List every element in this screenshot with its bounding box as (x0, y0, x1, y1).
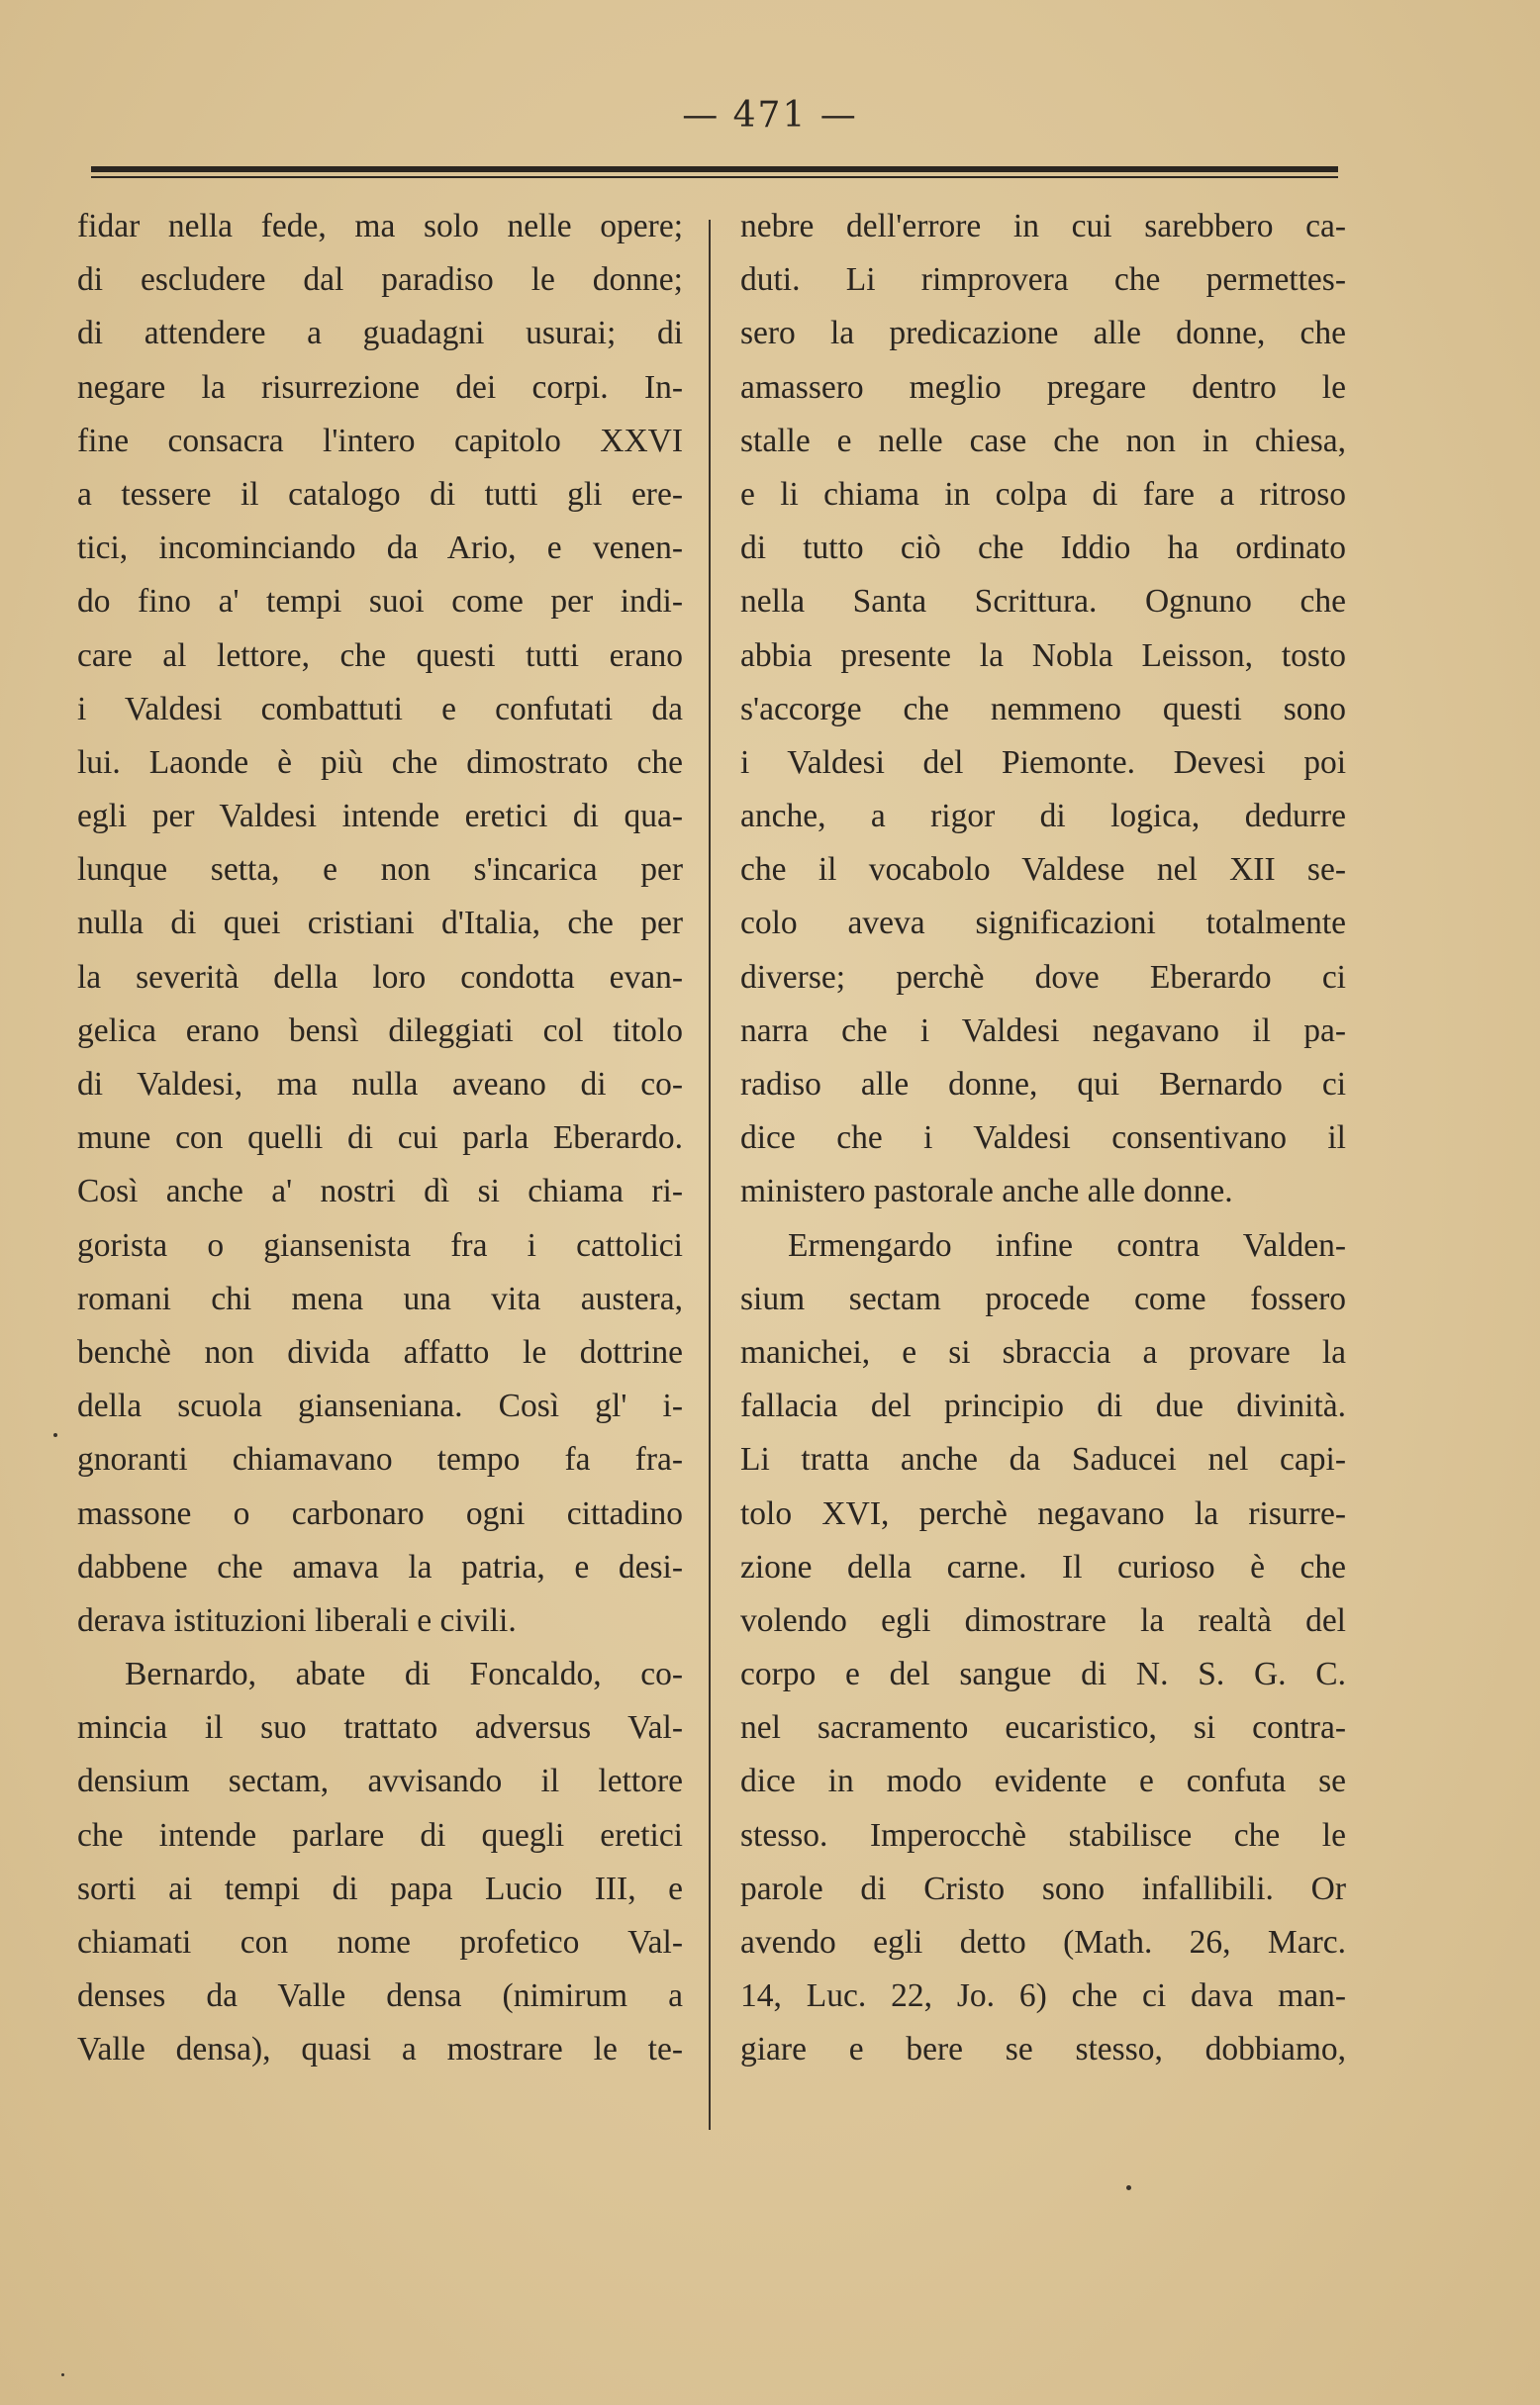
text-line: di Valdesi, ma nulla aveano di co- (77, 1066, 683, 1103)
text-line: tici, incominciando da Ario, e venen- (77, 529, 683, 567)
text-line: i Valdesi del Piemonte. Devesi poi (740, 743, 1346, 781)
text-line: gnoranti chiamavano tempo fa fra- (77, 1441, 683, 1479)
text-line: do fino a' tempi suoi come per indi- (77, 583, 683, 621)
text-line: duti. Li rimprovera che permettes- (740, 261, 1346, 299)
text-line: la severità della loro condotta evan- (77, 958, 683, 996)
page-number: — 471 — (682, 95, 858, 136)
text-line: negare la risurrezione dei corpi. In- (77, 368, 683, 406)
text-line: nel sacramento eucaristico, si contra- (740, 1709, 1346, 1747)
text-line: amassero meglio pregare dentro le (740, 368, 1346, 406)
text-line: dabbene che amava la patria, e desi- (77, 1548, 683, 1586)
text-line: egli per Valdesi intende eretici di qua- (77, 798, 683, 835)
text-line: care al lettore, che questi tutti erano (77, 636, 683, 674)
header-rule-thick (91, 166, 1338, 172)
text-line: Valle densa), quasi a mostrare le te- (77, 2031, 683, 2068)
text-line: che il vocabolo Valdese nel XII se- (740, 851, 1346, 889)
text-line: nebre dell'errore in cui sarebbero ca- (740, 208, 1346, 244)
column-divider (709, 220, 711, 2130)
text-line: narra che i Valdesi negavano il pa- (740, 1011, 1346, 1049)
text-line: di tutto ciò che Iddio ha ordinato (740, 529, 1346, 567)
text-line: parole di Cristo sono infallibili. Or (740, 1870, 1346, 1907)
text-line: ministero pastorale anche alle donne. (740, 1173, 1233, 1210)
text-line: di escludere dal paradiso le donne; (77, 261, 683, 299)
text-line: dice in modo evidente e confuta se (740, 1763, 1346, 1800)
text-line: dice che i Valdesi consentivano il (740, 1119, 1346, 1157)
text-line: volendo egli dimostrare la realtà del (740, 1601, 1346, 1639)
text-line: massone o carbonaro ogni cittadino (77, 1494, 683, 1532)
text-line: anche, a rigor di logica, dedurre (740, 798, 1346, 835)
text-line: gorista o giansenista fra i cattolici (77, 1226, 683, 1264)
text-line: Bernardo, abate di Foncaldo, co- (125, 1656, 683, 1693)
text-line: Così anche a' nostri dì si chiama ri- (77, 1173, 683, 1210)
text-line: derava istituzioni liberali e civili. (77, 1601, 517, 1639)
text-line: e li chiama in colpa di fare a ritroso (740, 475, 1346, 513)
paper-speck (61, 2373, 64, 2376)
text-line: romani chi mena una vita austera, (77, 1280, 683, 1317)
text-line: stalle e nelle case che non in chiesa, (740, 422, 1346, 459)
text-line: a tessere il catalogo di tutti gli ere- (77, 475, 683, 513)
text-line: fidar nella fede, ma solo nelle opere; (77, 208, 683, 244)
text-line: di attendere a guadagni usurai; di (77, 315, 683, 352)
text-line: Ermengardo infine contra Valden- (788, 1226, 1346, 1264)
text-line: lui. Laonde è più che dimostrato che (77, 743, 683, 781)
text-line: lunque setta, e non s'incarica per (77, 851, 683, 889)
text-line: fallacia del principio di due divinità. (740, 1388, 1346, 1425)
text-line: denses da Valle densa (nimirum a (77, 1977, 683, 2015)
text-line: gelica erano bensì dileggiati col titolo (77, 1011, 683, 1049)
text-line: manichei, e si sbraccia a provare la (740, 1333, 1346, 1371)
text-line: mune con quelli di cui parla Eberardo. (77, 1119, 683, 1157)
text-line: giare e bere se stesso, dobbiamo, (740, 2031, 1346, 2068)
text-line: colo aveva significazioni totalmente (740, 905, 1346, 942)
text-line: benchè non divida affatto le dottrine (77, 1333, 683, 1371)
text-line: densium sectam, avvisando il lettore (77, 1763, 683, 1800)
text-line: 14, Luc. 22, Jo. 6) che ci dava man- (740, 1977, 1346, 2015)
text-line: avendo egli detto (Math. 26, Marc. (740, 1924, 1346, 1961)
text-line: i Valdesi combattuti e confutati da (77, 690, 683, 727)
text-line: nulla di quei cristiani d'Italia, che per (77, 905, 683, 942)
text-line: diverse; perchè dove Eberardo ci (740, 958, 1346, 996)
text-line: sorti ai tempi di papa Lucio III, e (77, 1870, 683, 1907)
header-rule-thin (91, 176, 1338, 178)
text-line: tolo XVI, perchè negavano la risurre- (740, 1494, 1346, 1532)
left-column (77, 200, 683, 2077)
text-line: abbia presente la Nobla Leisson, tosto (740, 636, 1346, 674)
text-line: s'accorge che nemmeno questi sono (740, 690, 1346, 727)
text-line: che intende parlare di quegli eretici (77, 1816, 683, 1854)
text-line: radiso alle donne, qui Bernardo ci (740, 1066, 1346, 1103)
text-line: corpo e del sangue di N. S. G. C. (740, 1656, 1346, 1693)
text-line: sium sectam procede come fossero (740, 1280, 1346, 1317)
text-line: nella Santa Scrittura. Ognuno che (740, 583, 1346, 621)
text-line: mincia il suo trattato adversus Val- (77, 1709, 683, 1747)
text-line: chiamati con nome profetico Val- (77, 1924, 683, 1961)
text-line: della scuola gianseniana. Così gl' i- (77, 1388, 683, 1425)
text-line: fine consacra l'intero capitolo XXVI (77, 422, 683, 459)
paper-speck (1126, 2185, 1131, 2190)
text-line: stesso. Imperocchè stabilisce che le (740, 1816, 1346, 1854)
paper-speck (53, 1433, 57, 1437)
text-line: sero la predicazione alle donne, che (740, 315, 1346, 352)
text-line: Li tratta anche da Saducei nel capi- (740, 1441, 1346, 1479)
text-line: zione della carne. Il curioso è che (740, 1548, 1346, 1586)
right-column (740, 200, 1346, 2077)
